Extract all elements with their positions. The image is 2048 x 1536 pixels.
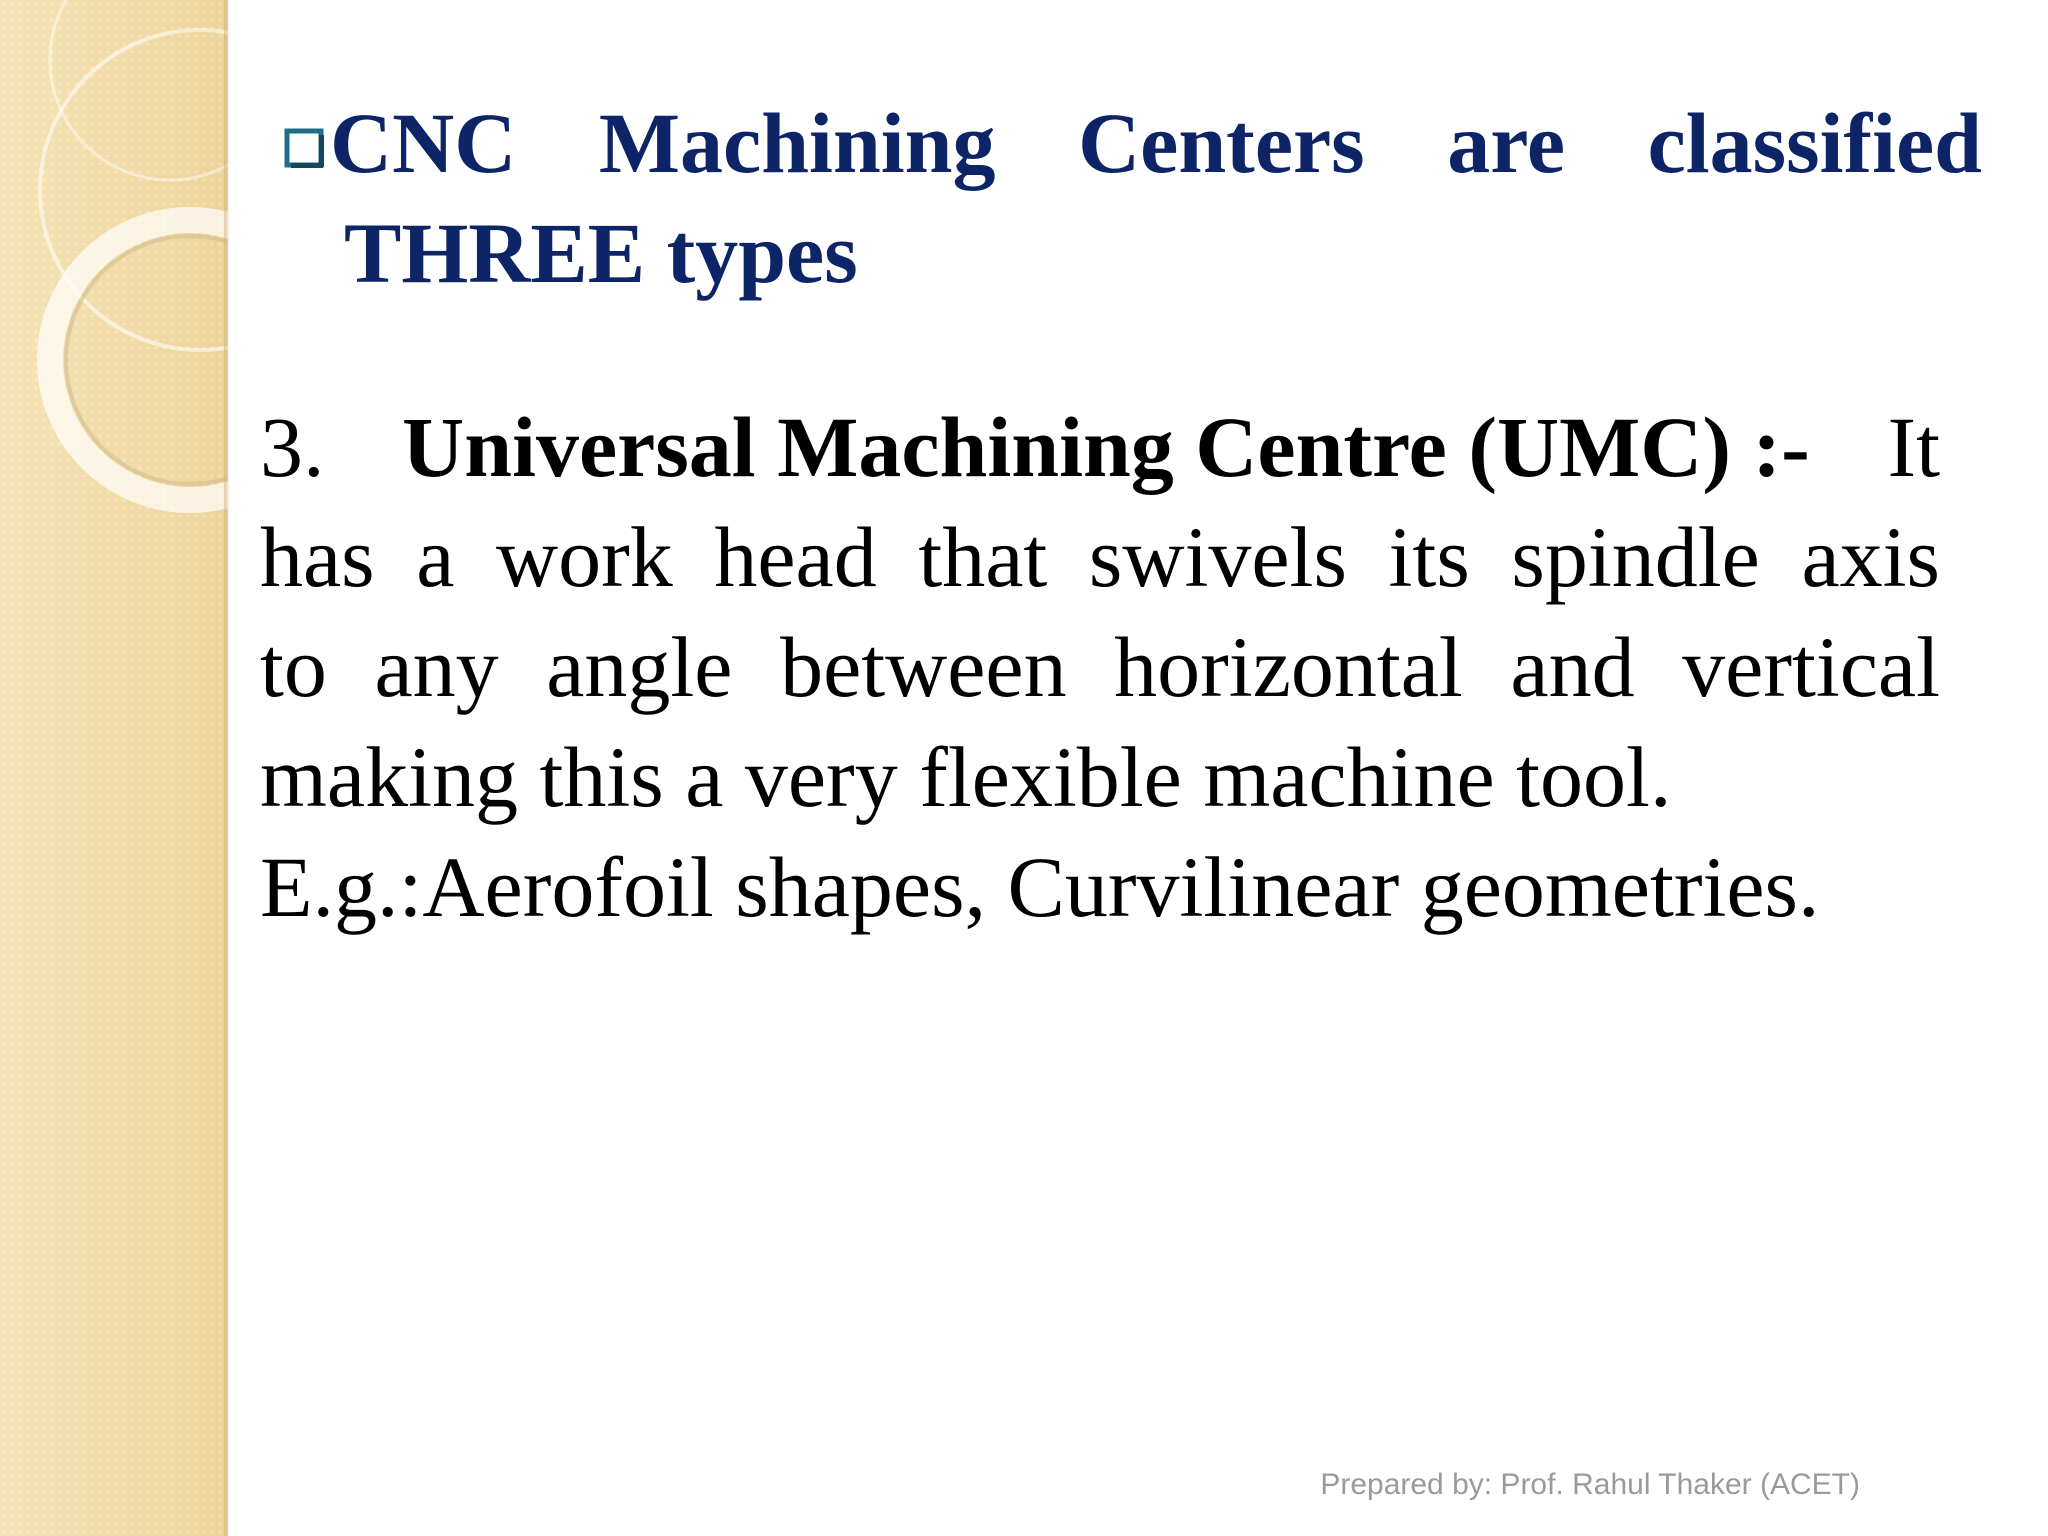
- body-word: and: [1510, 619, 1635, 715]
- body-text-run: making this a very flexible machine tool.: [260, 729, 1672, 825]
- body-line-2: [260, 502, 1940, 612]
- body-line-5: [260, 832, 1940, 942]
- body-word: a: [416, 509, 455, 605]
- body-word: has: [260, 509, 375, 605]
- body-text-run: E.g.:Aerofoil shapes, Curvilinear geometries.: [260, 839, 1820, 935]
- body-paragraph: [260, 392, 1940, 942]
- sidebar-edge: [224, 0, 230, 1536]
- item-number: 3.: [260, 399, 325, 495]
- body-word: axis: [1801, 509, 1940, 605]
- body-word: to: [260, 619, 327, 715]
- title-first-word-group: [282, 88, 516, 198]
- body-word: spindle: [1511, 509, 1760, 605]
- slide-footer: Prepared by: Prof. Rahul Thaker (ACET): [1320, 1468, 1860, 1501]
- title-word: Centers: [1078, 95, 1365, 191]
- title-word: classified: [1647, 95, 1982, 191]
- body-line-3: [260, 612, 1940, 722]
- body-word: its: [1388, 509, 1470, 605]
- body-word: swivels: [1088, 509, 1347, 605]
- body-word: angle: [546, 619, 733, 715]
- decorative-sidebar: [0, 0, 228, 1536]
- body-word: work: [496, 509, 673, 605]
- hollow-square-bullet-icon: [282, 84, 324, 126]
- body-word: between: [780, 619, 1067, 715]
- title-line-1: [282, 88, 1982, 198]
- title-word: Machining: [598, 95, 996, 191]
- slide-title: [282, 88, 1982, 308]
- title-word: are: [1447, 95, 1565, 191]
- body-word: head: [714, 509, 877, 605]
- body-line-1: [260, 392, 1940, 502]
- item-heading: Universal Machining Centre (UMC) :-: [402, 399, 1810, 495]
- body-line-4: [260, 722, 1940, 832]
- swirl-decoration-icon: [0, 0, 228, 520]
- body-word: vertical: [1682, 619, 1940, 715]
- title-word: CNC: [330, 95, 517, 191]
- title-line-2: THREE types: [344, 205, 858, 301]
- body-word: any: [374, 619, 499, 715]
- body-word: It: [1887, 399, 1940, 495]
- body-word: horizontal: [1114, 619, 1463, 715]
- body-word: that: [918, 509, 1048, 605]
